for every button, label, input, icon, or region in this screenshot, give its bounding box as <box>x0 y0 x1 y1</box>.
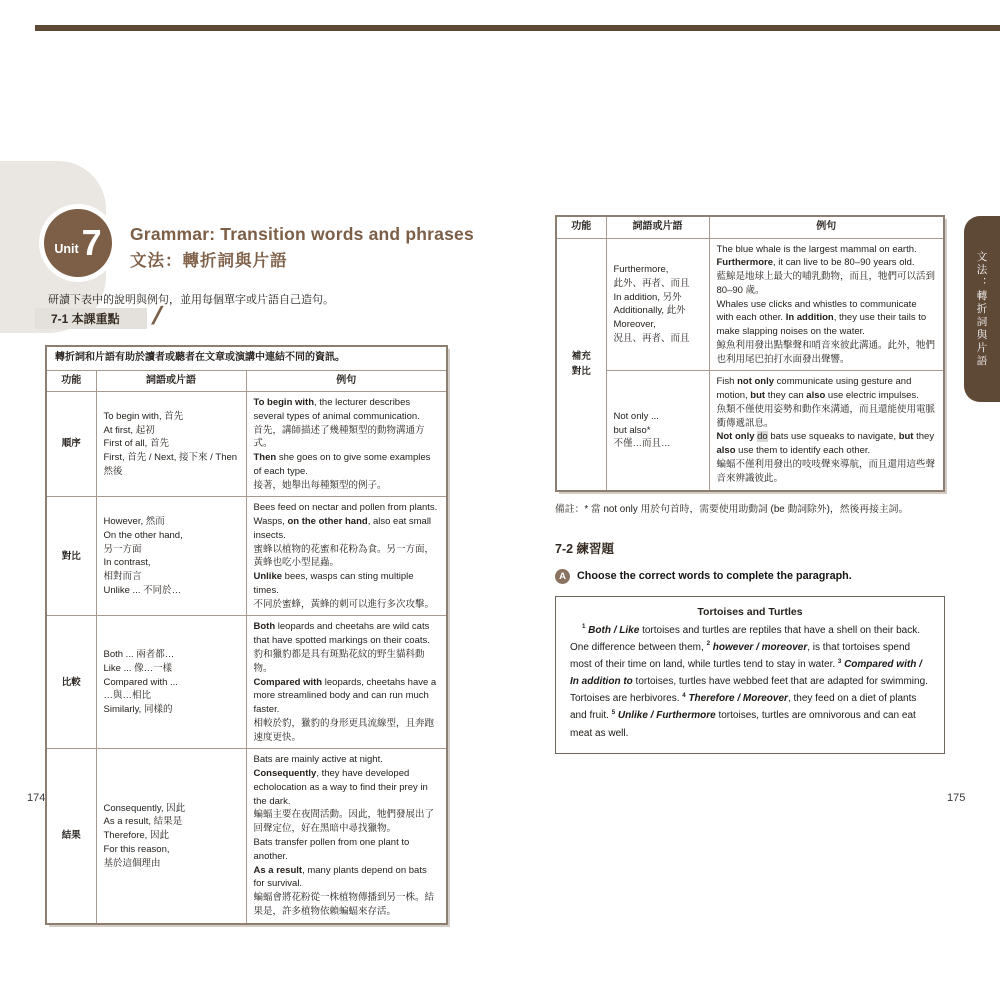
unit-number: 7 <box>81 222 102 263</box>
table-row-contrast <box>46 497 447 616</box>
passage-paragraph: $^1$ Both / Like tortoises and turtles are reptiles that have a shell on their back. One difference between them, $^2$ however / moreover, is that tortoises spend most of their time on land, while turtles tend to stay in water. $^3$ Compared with / In addition to tortoises, turtles have webbed feet that are adapted for swimming. Tortoises are herbivores. $^4$ Therefore / Moreover, they feed on a diet of plants and fruit. $^5$ Unlike / Furthermore tortoises, turtles are omnivorous and can eat meat as well. <box>570 623 928 739</box>
function-cell: 結果 <box>46 749 96 924</box>
table-caption-row <box>46 346 447 370</box>
chapter-side-tab-label: 文法：轉折詞與片語 <box>975 250 988 368</box>
function-cell: 補充 對比 <box>556 238 606 491</box>
unit-label: Unit <box>54 242 79 256</box>
transitions-table-right <box>555 215 945 492</box>
chapter-side-tab <box>964 216 1000 402</box>
section-heading-7-1 <box>35 308 147 329</box>
table-row-comparison <box>46 616 447 749</box>
function-cell: 順序 <box>46 392 96 497</box>
col-header-function: 功能 <box>46 370 96 392</box>
phrases-cell: Consequently, 因此 As a result, 結果是 Therefore, 因此 For this reason, 基於這個理由 <box>96 749 246 924</box>
col-header-phrases: 詞語或片語 <box>96 370 246 392</box>
section-heading-7-2: 7-2 練習題 <box>555 541 615 556</box>
col-header-phrases: 詞語或片語 <box>606 216 709 238</box>
unit-badge <box>44 209 112 277</box>
footnote: 備註：* 當 not only 用於句首時，需要使用助動詞 (be 動詞除外)，然後再接主詞。 <box>555 503 909 515</box>
phrases-cell: Both ... 兩者都… Like ... 像…一樣 Compared with ... …與…相比 Similarly, 同樣的 <box>96 616 246 749</box>
page-number-right: 175 <box>947 792 966 804</box>
function-cell: 對比 <box>46 497 96 616</box>
page-title-zh: 文法：轉折詞與片語 <box>130 252 288 270</box>
left-page-content <box>45 345 448 925</box>
col-header-function: 功能 <box>556 216 606 238</box>
example-cell: The blue whale is the largest mammal on earth. Furthermore, it can live to be 80–90 years old. 藍鯨是地球上最大的哺乳動物，而且，牠們可以活到 80–90 歲。 Whales use clicks and whistles to communicate with each other. In addition, they use their tails to make slapping noises on the water. 鯨魚利用發出點擊聲和哨音來彼此溝通。此外，牠們也利用尾巴拍打水面發出聲響。 <box>709 238 944 371</box>
top-rule-decoration <box>35 25 1000 31</box>
table-header-row <box>556 216 944 238</box>
passage-title: Tortoises and Turtles <box>697 605 803 618</box>
col-header-example: 例句 <box>709 216 944 238</box>
example-cell: Both leopards and cheetahs are wild cats that have spotted markings on their coats. 豹和獵豹都是具有斑點花紋的野生貓科動物。 Compared with leopards, cheetahs have a more streamlined body and can run much faster. 相較於豹，獵豹的身形更具流線型，且奔跑速度更快。 <box>246 616 447 749</box>
phrases-cell: Furthermore, 此外、再者、而且 In addition, 另外 Additionally, 此外 Moreover, 況且、再者、而且 <box>606 238 709 371</box>
page-number-left: 174 <box>27 792 46 804</box>
col-header-example: 例句 <box>246 370 447 392</box>
phrases-cell: Not only ... but also* 不僅…而且… <box>606 371 709 491</box>
section-heading-7-1-label: 7-1 本課重點 <box>51 312 120 326</box>
table-header-row <box>46 370 447 392</box>
exercise-instruction-row <box>555 569 945 584</box>
passage-box <box>555 596 945 754</box>
table-caption: 轉折詞和片語有助於讀者或聽者在文章或演講中連結不同的資訊。 <box>46 346 447 370</box>
example-cell: Bees feed on nectar and pollen from plants. Wasps, on the other hand, also eat small insects. 蜜蜂以植物的花蜜和花粉為食。另一方面，黃蜂也吃小型昆蟲。 Unlike bees, wasps can sting multiple times. 不同於蜜蜂，黃蜂的刺可以進行多次攻擊。 <box>246 497 447 616</box>
table-row-sequence <box>46 392 447 497</box>
table-row-not-only <box>556 371 944 491</box>
right-page-content <box>555 215 945 754</box>
example-cell: Fish not only communicate using gesture and motion, but they can also use electric impulses. 魚類不僅使用姿勢和動作來溝通，而且還能使用電脈衝傳遞訊息。 Not only do bats use squeaks to navigate, but they also use them to identify each other. 蝙蝠不僅利用發出的吱吱聲來導航，而且還用這些聲音來辨識彼此。 <box>709 371 944 491</box>
exercise-a-badge: A <box>555 569 570 584</box>
transitions-table-left <box>45 345 448 925</box>
example-cell: To begin with, the lecturer describes several types of animal communication. 首先，講師描述了幾種類型的動物溝通方式。 Then she goes on to give some examples of each type. 接著，她舉出每種類型的例子。 <box>246 392 447 497</box>
example-cell: Bats are mainly active at night. Consequently, they have developed echolocation as a way to find their prey in the dark. 蝙蝠主要在夜間活動。因此，牠們發展出了回聲定位，好在黑暗中尋找獵物。 Bats transfer pollen from one plant to another. As a result, many plants depend on bats for survival. 蝙蝠會將花粉從一株植物傳播到另一株。結果是，許多植物依賴蝙蝠來存活。 <box>246 749 447 924</box>
slash-decoration: / <box>151 302 162 330</box>
table-row-addition <box>556 238 944 371</box>
table-row-result <box>46 749 447 924</box>
exercise-instruction: Choose the correct words to complete the paragraph. <box>577 570 852 583</box>
intro-text: 研讀下表中的說明與例句，並用每個單字或片語自己造句。 <box>48 294 334 306</box>
function-cell: 比較 <box>46 616 96 749</box>
phrases-cell: However, 然而 On the other hand, 另一方面 In contrast, 相對而言 Unlike ... 不同於… <box>96 497 246 616</box>
phrases-cell: To begin with, 首先 At first, 起初 First of all, 首先 First, 首先 / Next, 接下來 / Then 然後 <box>96 392 246 497</box>
page-title-en: Grammar: Transition words and phrases <box>130 224 474 244</box>
